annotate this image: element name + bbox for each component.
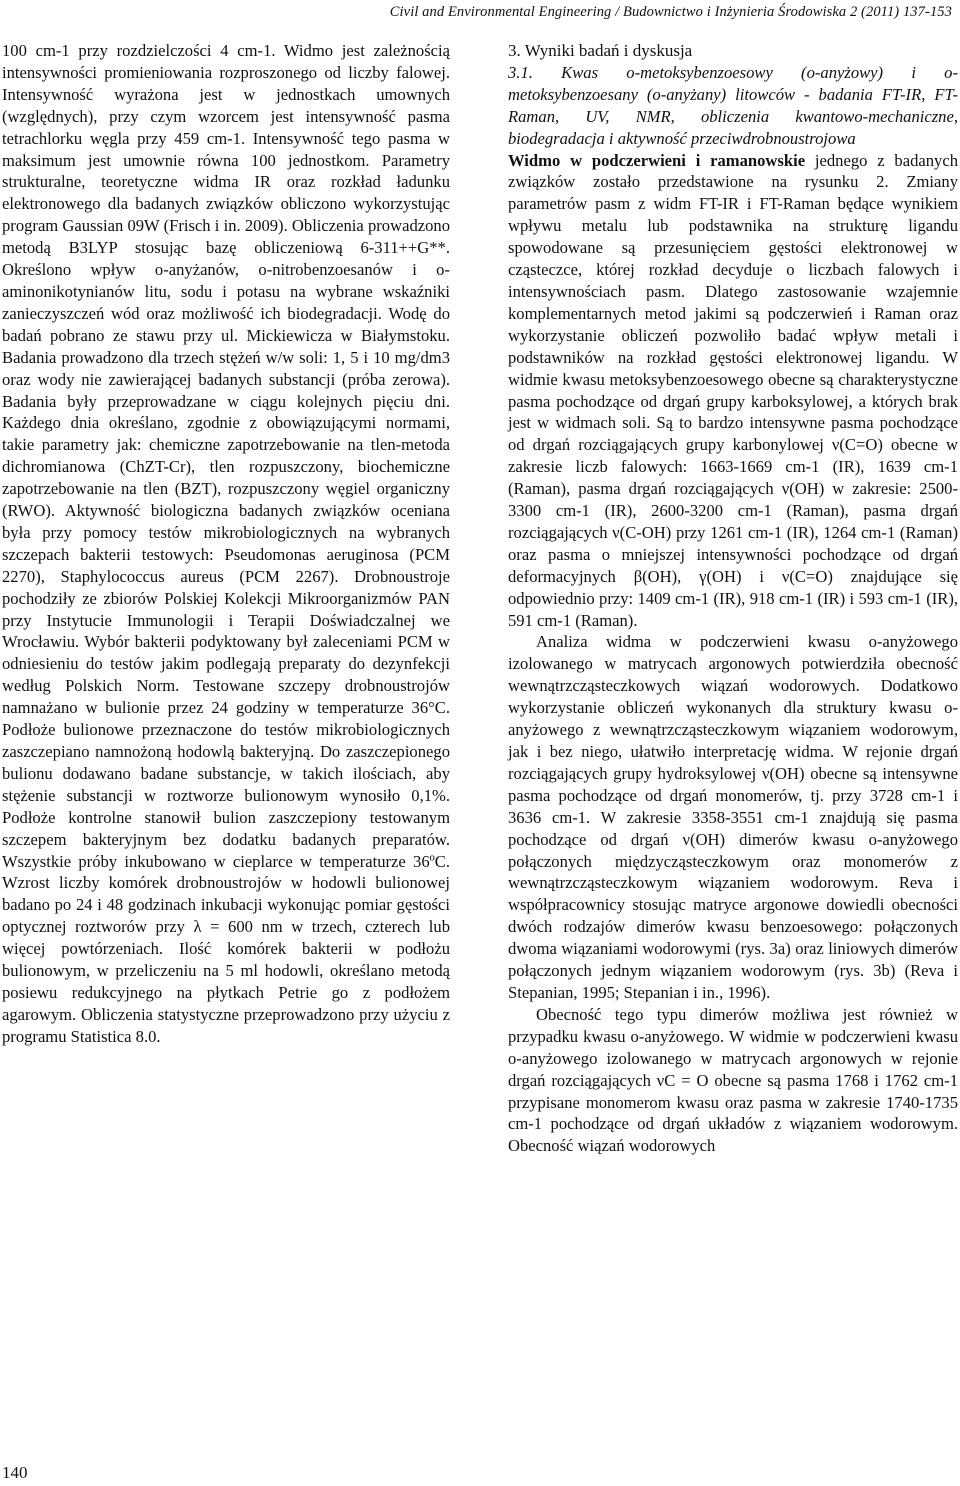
results-paragraph-1 xyxy=(508,150,958,632)
right-column xyxy=(508,40,958,1157)
page-number: 140 xyxy=(2,1463,28,1482)
bold-lead-phrase: Widmo w podczerwieni i ramanowskie xyxy=(508,150,806,170)
subsection-heading: 3.1. Kwas o-metoksybenzoesowy (o-anyżowy) i o-metoksybenzoesany (o-anyżany) litowców - badania FT-IR, FT-Raman, UV, NMR, obliczenia kwantowo-mechaniczne, biodegradacja i aktywność przeciwdrobnoustrojowa xyxy=(508,62,958,148)
results-paragraph-3: Obecność tego typu dimerów możliwa jest również w przypadku kwasu o-anyżowego. W widmie w podczerwieni kwasu o-anyżowego izolowanego w matrycach argonowych w rejonie drgań rozciągających νC = O obecne są pasma 1768 i 1762 cm-1 przypisane monomerom kwasu oraz pasma w zakresie 1740-1735 cm-1 pochodzące od drgań układów z wiązaniem wodorowym. Obecność wiązań wodorowych xyxy=(508,1004,958,1156)
results-paragraph-1-text: jednego z badanych związków zostało przedstawione na rysunku 2. Zmiany parametrów pasm z widm FT-IR i FT-Raman będące wynikiem wpływu metalu lub podstawnika na strukturę ligandu spowodowane są przesunięciem gęstości elektronowej w cząsteczce, której rozkład decyduje o liczbach falowych i intensywnościach pasm. Dlatego zastosowanie wzajemnie komplementarnych metod jakimi są podczerwień i Raman oraz wykorzystanie obliczeń pozwoliło badać wpływ metali i podstawników na rozkład gęstości elektronowej ligandu. W widmie kwasu metoksybenzoesowego obecne są charakterystyczne pasma pochodzące od drgań grupy karboksylowej, a których brak jest w widmach soli. Są to bardzo intensywne pasma pochodzące od drgań rozciągających grupy karbonylowej ν(C=O) obecne w zakresie liczb falowych: 1663-1669 cm-1 (IR), 1639 cm-1 (Raman), pasma drgań rozciągających ν(OH) w zakresie: 2500-3300 cm-1 (IR), 2600-3200 cm-1 (Raman), pasma drgań rozciągających ν(C-OH) przy 1261 cm-1 (IR), 1264 cm-1 (Raman) oraz pasma o mniejszej intensywności pochodzące od drgań deformacyjnych β(OH), γ(OH) i ν(C=O) znajdujące się odpowiednio przy: 1409 cm-1 (IR), 918 cm-1 (IR) i 593 cm-1 (IR), 591 cm-1 (Raman). xyxy=(508,150,958,630)
section-heading: 3. Wyniki badań i dyskusja xyxy=(508,41,693,60)
results-paragraph-2: Analiza widma w podczerwieni kwasu o-anyżowego izolowanego w matrycach argonowych potwierdziła obecność wewnątrzcząsteczkowych wiązań wodorowych. Dodatkowo wykorzystanie obliczeń wykonanych dla struktury kwasu o-anyżowego z wewnątrzcząsteczkowym wiązaniem wodorowym, jak i bez niego, ułatwiło interpretację widma. W rejonie drgań rozciągających grupy hydroksylowej ν(OH) obecne są intensywne pasma pochodzące od drgań monomerów, tj. przy 3728 cm-1 i 3636 cm-1. W zakresie 3358-3551 cm-1 znajdują się pasma pochodzące od drgań ν(OH) dimerów kwasu o-anyżowego połączonych międzycząsteczkowym oraz monomerów z wewnątrzcząsteczkowym wiązaniem wodorowym. Reva i współpracownicy stosując matryce argonowe dowiedli obecności dwóch rodzajów dimerów kwasu benzoesowego: połączonych dwoma wiązaniami wodorowymi (rys. 3a) oraz liniowych dimerów połączonych jednym wiązaniem wodorowym (rys. 3b) (Reva i Stepanian, 1995; Stepanian i in., 1996). xyxy=(508,632,958,1002)
left-column xyxy=(2,40,450,1048)
methods-paragraph: 100 cm-1 przy rozdzielczości 4 cm-1. Widmo jest zależnością intensywności promieniowania rozproszonego od liczby falowej. Intensywność wyrażona jest w jednostkach umownych (względnych), przy czym wzorcem jest intensywność pasma tetrachlorku węgla przy 459 cm-1. Intensywność tego pasma w maksimum jest umownie równa 100 jednostkom. Parametry strukturalne, teoretyczne widma IR oraz rozkład ładunku elektronowego dla badanych związków obliczono wykorzystując program Gaussian 09W (Frisch i in. 2009). Obliczenia prowadzono metodą B3LYP stosując bazę obliczeniową 6-311++G**. Określono wpływ o-anyżanów, o-nitrobenzoesanów i o-aminonikotynianów litu, sodu i potasu na wybrane wskaźniki zanieczyszczeń wód oraz możliwość ich biodegradacji. Wodę do badań pobrano ze stawu przy ul. Mickiewicza w Białymstoku. Badania prowadzono dla trzech stężeń w/w soli: 1, 5 i 10 mg/dm3 oraz wody nie zawierającej badanych substancji (próba zerowa). Badania były przeprowadzane w ciągu kolejnych pięciu dni. Każdego dnia określano, zgodnie z obowiązującymi normami, takie parametry jak: chemiczne zapotrzebowanie na tlen-metoda dichromianowa (ChZT-Cr), tlen rozpuszczony, biochemiczne zapotrzebowanie na tlen (BZT), rozpuszczony węgiel organiczny (RWO). Aktywność biologiczna badanych związków oceniana była przy pomocy testów mikrobiologicznych na wybranych szczepach bakterii testowych: Pseudomonas aeruginosa (PCM 2270), Staphylococcus aureus (PCM 2267). Drobnoustroje pochodziły ze zbiorów Polskiej Kolekcji Mikroorganizmów PAN przy Instytucie Immunologii i Terapii Doświadczalnej we Wrocławiu. Wybór bakterii podyktowany był zaleceniami PCM w odniesieniu do testów jakim podlegają preparaty do dezynfekcji według Polskich Norm. Testowane szczepy drobnoustrojów namnażano w bulionie przez 24 godziny w temperaturze 36°C. Podłoże bulionowe przeznaczone do testów mikrobiologicznych zaszczepiano namnożoną hodowlą bakteryjną. Do zaszczepionego bulionu dodawano badane substancje, w takich ilościach, aby stężenie substancji w roztworze bulionowym wynosiło 0,1%. Podłoże kontrolne stanowił bulion zaszczepiony testowanym szczepem bakteryjnym bez dodatku badanych preparatów. Wszystkie próby inkubowano w cieplarce w temperaturze 36ºC. Wzrost liczby komórek drobnoustrojów w hodowli bulionowej badano po 24 i 48 godzinach inkubacji wykonując pomiar gęstości optycznej roztworów przy λ = 600 nm w trzech, czterech lub więcej powtórzeniach. Ilość komórek bakterii w podłożu bulionowym, w przeliczeniu na 5 ml hodowli, określano metodą posiewu redukcyjnego na płytkach Petrie go z podłożem agarowym. Obliczenia statystyczne przeprowadzono przy użyciu z programu Statistica 8.0. xyxy=(2,41,450,1046)
journal-header: Civil and Environmental Engineering / Budownictwo i Inżynieria Środowiska 2 (2011) 137-153 xyxy=(389,4,952,20)
